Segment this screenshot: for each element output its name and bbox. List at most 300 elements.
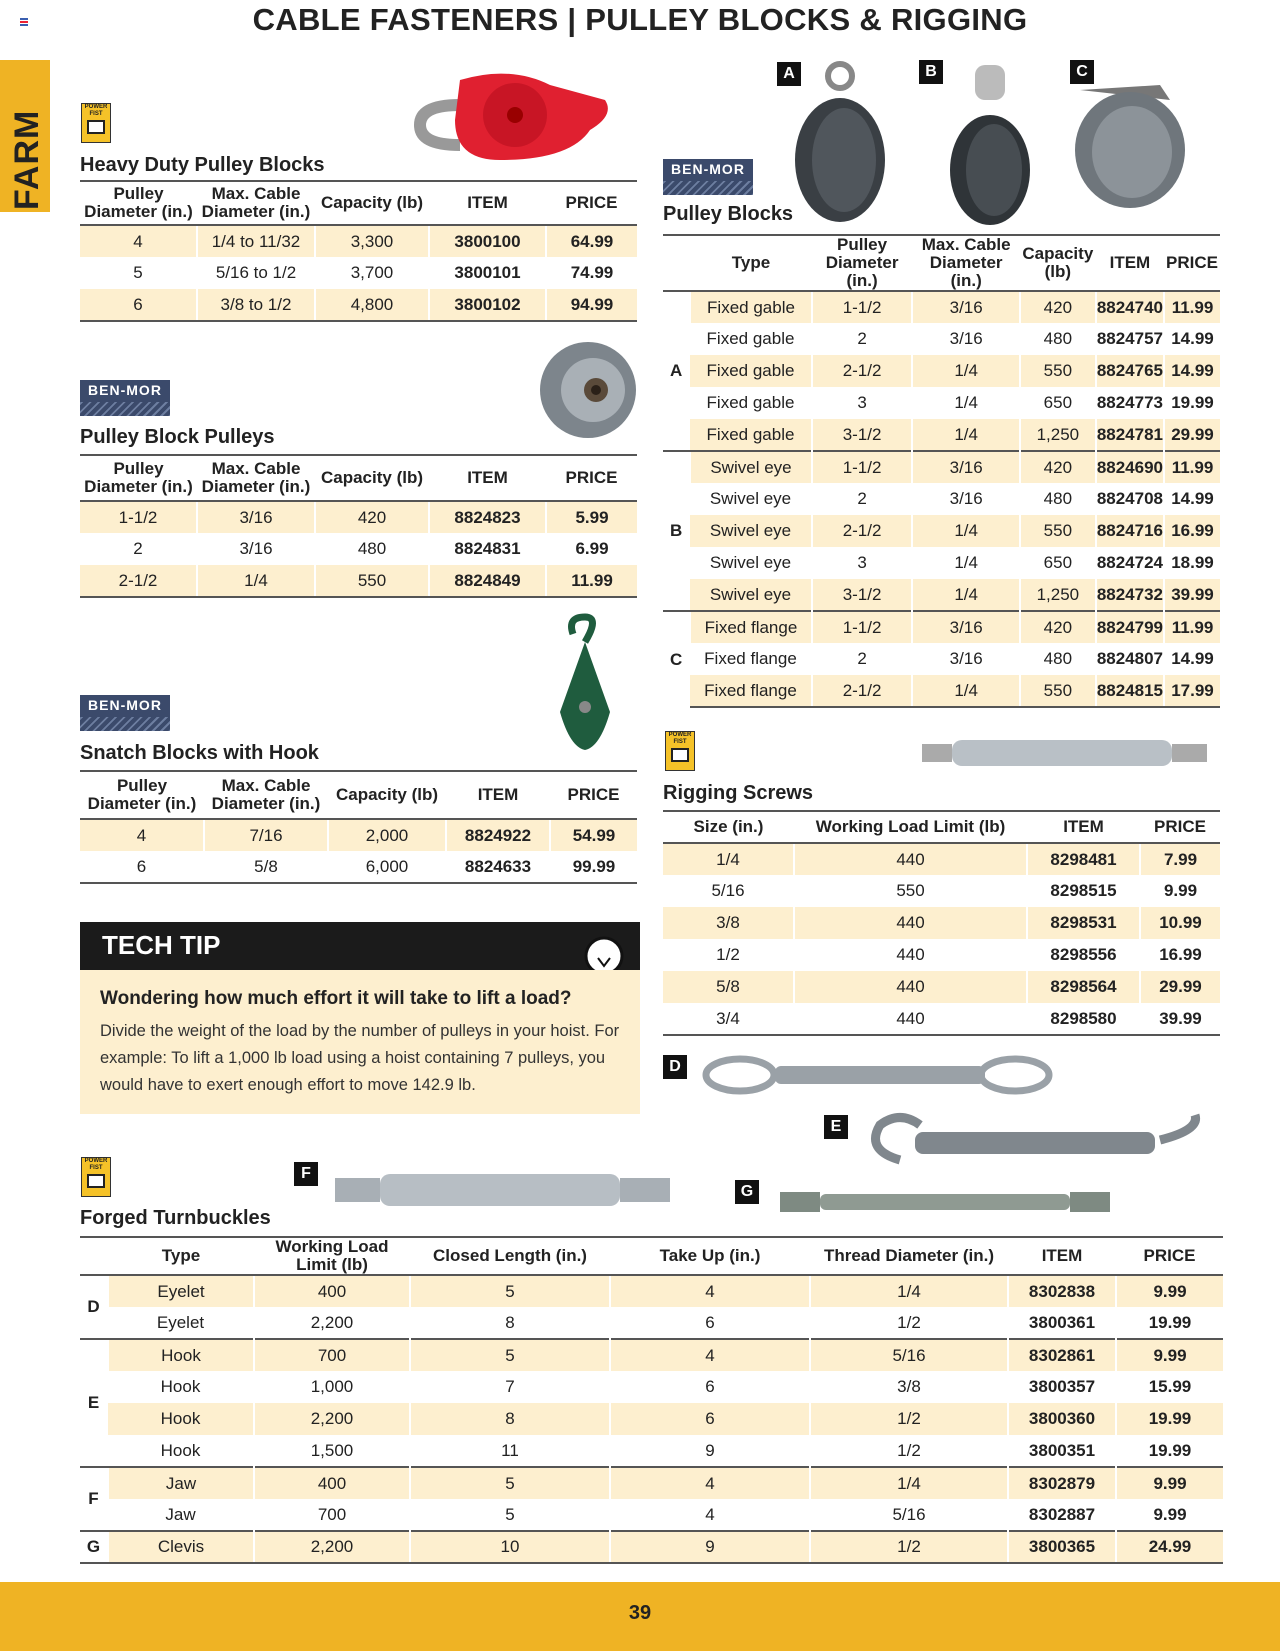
table-cell: 3800102 <box>429 289 546 321</box>
column-header: Size (in.) <box>663 811 794 843</box>
table-cell: Fixed flange <box>690 611 811 643</box>
table-row <box>80 289 637 321</box>
table-row <box>663 579 1220 611</box>
table-cell: 94.99 <box>546 289 637 321</box>
jaw-turnbuckle-image <box>330 1160 680 1220</box>
column-header: ITEM <box>429 181 546 225</box>
table-cell: 1/2 <box>810 1307 1008 1339</box>
column-header: Pulley Diameter (in.) <box>812 235 913 291</box>
table-row <box>80 1467 1223 1499</box>
page-number: 39 <box>628 1602 652 1624</box>
column-header-blank <box>663 235 690 291</box>
table-cell: 420 <box>1020 611 1096 643</box>
table-cell: 9.99 <box>1116 1467 1223 1499</box>
table-cell: 1/4 to 11/32 <box>197 225 315 257</box>
table-cell: 8302861 <box>1008 1339 1116 1371</box>
table-cell: 1/4 <box>912 515 1019 547</box>
table-cell: 1,000 <box>254 1371 410 1403</box>
table-cell: 440 <box>794 907 1027 939</box>
table-cell: 15.99 <box>1116 1371 1223 1403</box>
table-cell: 19.99 <box>1116 1435 1223 1467</box>
column-header: PRICE <box>1164 235 1220 291</box>
table-cell: 8824765 <box>1096 355 1164 387</box>
table-cell: 5 <box>410 1499 610 1531</box>
table-cell: Fixed gable <box>706 393 795 412</box>
table-cell: 14.99 <box>1164 643 1220 675</box>
table-row <box>663 323 1220 355</box>
table-cell: 1/4 <box>810 1275 1008 1307</box>
column-header: Capacity (lb) <box>315 181 429 225</box>
table-cell: 5/16 <box>810 1499 1008 1531</box>
table-cell: 9.99 <box>1140 875 1220 907</box>
table-cell: Swivel eye <box>709 489 792 508</box>
table-cell: 3,700 <box>315 257 429 289</box>
group-label: C <box>663 611 690 707</box>
table-cell: Jaw <box>108 1467 254 1499</box>
table-cell: 24.99 <box>1116 1531 1223 1563</box>
table-cell: 99.99 <box>550 851 637 883</box>
table-cell: Hook <box>160 1440 201 1460</box>
table-cell: Fixed gable <box>706 329 795 348</box>
hook-turnbuckle-image <box>860 1110 1215 1170</box>
heavy-duty-title: Heavy Duty Pulley Blocks <box>80 154 325 176</box>
image-label-b: B <box>919 60 943 84</box>
column-header: PRICE <box>550 771 637 819</box>
table-cell: Clevis <box>108 1531 254 1563</box>
table-row <box>663 547 1220 579</box>
table-row <box>80 1499 1223 1531</box>
pulley-wheel-image <box>538 340 638 440</box>
table-cell: 2,000 <box>328 819 446 851</box>
table-cell: 8824849 <box>429 565 546 597</box>
table-cell: Fixed flange <box>704 649 797 668</box>
table-cell: 550 <box>1020 675 1096 707</box>
table-cell: 6,000 <box>328 851 446 883</box>
turnbuckles-table <box>80 1236 1223 1564</box>
image-label-e: E <box>824 1115 848 1139</box>
power-fist-logo: POWER FIST <box>665 731 695 771</box>
table-cell: 3-1/2 <box>812 419 913 451</box>
table-cell: 11.99 <box>546 565 637 597</box>
table-cell: 7.99 <box>1140 843 1220 875</box>
table-cell: 3/8 <box>810 1371 1008 1403</box>
pulley-blocks-images <box>780 60 1200 225</box>
heavy-duty-table <box>80 180 637 322</box>
table-cell: 3/16 <box>912 643 1019 675</box>
table-cell: 54.99 <box>550 819 637 851</box>
table-cell: 6 <box>610 1371 810 1403</box>
table-cell: Hook <box>108 1339 254 1371</box>
table-cell: 5 <box>410 1339 610 1371</box>
table-cell: 2-1/2 <box>812 355 913 387</box>
table-cell: 7 <box>410 1371 610 1403</box>
table-cell: 3/16 <box>912 451 1019 483</box>
group-label: D <box>80 1275 108 1339</box>
table-cell: 480 <box>1020 483 1096 515</box>
ben-mor-logo: BEN-MOR <box>663 159 753 195</box>
table-cell: 8824831 <box>429 533 546 565</box>
table-cell: 3800361 <box>1008 1307 1116 1339</box>
table-cell: 8298580 <box>1027 1003 1140 1035</box>
column-header: Working Load Limit (lb) <box>254 1237 410 1275</box>
table-row <box>663 843 1220 875</box>
table-cell: 440 <box>794 1003 1027 1035</box>
group-label: A <box>663 291 690 451</box>
table-cell: 550 <box>794 875 1027 907</box>
column-header: ITEM <box>446 771 550 819</box>
table-row <box>663 291 1220 323</box>
table-cell: 400 <box>254 1275 410 1307</box>
column-header: Pulley Diameter (in.) <box>80 771 204 819</box>
table-row <box>80 1531 1223 1563</box>
table-row <box>663 875 1220 907</box>
table-row <box>663 939 1220 971</box>
table-row <box>663 515 1220 547</box>
column-header: Capacity (lb) <box>315 455 429 501</box>
table-cell: 3/8 <box>663 907 794 939</box>
table-cell: 8 <box>410 1403 610 1435</box>
table-cell: 8824716 <box>1096 515 1164 547</box>
table-cell: 9 <box>610 1435 810 1467</box>
table-cell: 440 <box>794 843 1027 875</box>
column-header: PRICE <box>1116 1237 1223 1275</box>
image-label-a: A <box>777 62 801 86</box>
table-cell: 14.99 <box>1164 323 1220 355</box>
table-cell: 6 <box>80 851 204 883</box>
power-fist-logo: POWER FIST <box>81 103 111 143</box>
table-cell: Fixed flange <box>690 675 811 707</box>
column-header: Take Up (in.) <box>610 1237 810 1275</box>
table-cell: 19.99 <box>1164 387 1220 419</box>
table-cell: 9.99 <box>1116 1339 1223 1371</box>
table-cell: 6 <box>80 289 197 321</box>
table-cell: 3/16 <box>197 501 315 533</box>
table-cell: 1/2 <box>810 1531 1008 1563</box>
table-cell: 5/16 <box>711 881 745 900</box>
table-cell: 3800360 <box>1008 1403 1116 1435</box>
table-cell: 700 <box>254 1499 410 1531</box>
table-cell: Fixed gable <box>690 355 811 387</box>
ben-mor-logo: BEN-MOR <box>80 695 170 731</box>
tech-tip-body <box>80 970 640 1114</box>
table-cell: 14.99 <box>1164 355 1220 387</box>
table-row <box>663 611 1220 643</box>
table-cell: 3/16 <box>912 291 1019 323</box>
group-label: F <box>80 1467 108 1531</box>
table-cell: 5/8 <box>663 971 794 1003</box>
table-cell: 1,250 <box>1020 419 1096 451</box>
table-cell: 3800351 <box>1008 1435 1116 1467</box>
table-cell: Hook <box>160 1377 201 1396</box>
table-row <box>80 565 637 597</box>
table-cell: Swivel eye <box>690 451 811 483</box>
table-cell: 8824922 <box>446 819 550 851</box>
rigging-screw-image <box>912 722 1217 782</box>
table-cell: 2 <box>812 643 913 675</box>
column-header: Pulley Diameter (in.) <box>80 181 197 225</box>
column-header: Capacity (lb) <box>1020 235 1096 291</box>
table-cell: 14.99 <box>1164 483 1220 515</box>
table-cell: 3/16 <box>912 323 1019 355</box>
table-cell: 4 <box>80 819 204 851</box>
table-cell: 3/16 <box>912 611 1019 643</box>
table-cell: 4 <box>80 225 197 257</box>
table-cell: 1/4 <box>912 675 1019 707</box>
table-cell: Eyelet <box>108 1275 254 1307</box>
table-cell: 1/4 <box>912 579 1019 611</box>
power-fist-logo: POWER FIST <box>81 1157 111 1197</box>
table-cell: 6 <box>610 1403 810 1435</box>
table-cell: 6.99 <box>546 533 637 565</box>
table-cell: 74.99 <box>546 257 637 289</box>
table-cell: 3/4 <box>663 1003 794 1035</box>
tech-tip-text: Divide the weight of the load by the number of pulleys in your hoist. For example: To lift a 1,000 lb load using a hoist containing 7 pulleys, you would have to exert enough effort to move 142.9 lb. <box>100 1022 620 1094</box>
table-cell: 17.99 <box>1164 675 1220 707</box>
table-cell: 8824815 <box>1096 675 1164 707</box>
table-cell: 2,200 <box>254 1531 410 1563</box>
table-cell: 400 <box>254 1467 410 1499</box>
table-cell: 8298564 <box>1027 971 1140 1003</box>
table-cell: 420 <box>1020 451 1096 483</box>
table-cell: 8824799 <box>1096 611 1164 643</box>
table-cell: 8302838 <box>1008 1275 1116 1307</box>
table-row <box>80 1435 1223 1467</box>
table-cell: 3 <box>812 387 913 419</box>
group-label: B <box>663 451 690 611</box>
table-cell: 4 <box>610 1467 810 1499</box>
column-header-blank <box>80 1237 108 1275</box>
table-row <box>80 533 637 565</box>
table-cell: 700 <box>254 1339 410 1371</box>
table-cell: 5/16 <box>810 1339 1008 1371</box>
group-label: E <box>80 1339 108 1467</box>
table-cell: 8824773 <box>1096 387 1164 419</box>
table-cell: 8824633 <box>446 851 550 883</box>
table-cell: Fixed gable <box>690 291 811 323</box>
table-cell: 4 <box>610 1499 810 1531</box>
table-cell: Eyelet <box>156 1312 205 1332</box>
table-cell: 650 <box>1020 547 1096 579</box>
image-label-c: C <box>1070 60 1094 84</box>
column-header: Capacity (lb) <box>328 771 446 819</box>
table-cell: 5 <box>410 1467 610 1499</box>
table-cell: 8824690 <box>1096 451 1164 483</box>
table-cell: 480 <box>315 533 429 565</box>
table-cell: Swivel eye <box>690 579 811 611</box>
table-cell: 5/8 <box>204 851 328 883</box>
table-cell: 9 <box>610 1531 810 1563</box>
footer-bar <box>0 1582 1280 1651</box>
table-cell: 1,250 <box>1020 579 1096 611</box>
table-cell: 420 <box>315 501 429 533</box>
column-header: PRICE <box>1140 811 1220 843</box>
table-cell: 1,500 <box>254 1435 410 1467</box>
snatch-title: Snatch Blocks with Hook <box>80 742 319 764</box>
table-cell: 1/2 <box>810 1403 1008 1435</box>
snatch-block-image <box>555 612 615 752</box>
block-pulleys-table <box>80 454 637 598</box>
table-row <box>80 1403 1223 1435</box>
table-cell: 3800101 <box>429 257 546 289</box>
table-cell: 7/16 <box>204 819 328 851</box>
table-cell: 550 <box>315 565 429 597</box>
pulley-blocks-title: Pulley Blocks <box>663 203 794 225</box>
table-cell: 480 <box>1020 643 1096 675</box>
table-cell: 2 <box>812 323 913 355</box>
table-cell: 1/4 <box>663 843 794 875</box>
clevis-turnbuckle-image <box>775 1178 1120 1226</box>
column-header: Type <box>108 1237 254 1275</box>
heavy-duty-pulley-image <box>400 60 625 170</box>
table-row <box>80 819 637 851</box>
table-cell: 16.99 <box>1164 515 1220 547</box>
table-cell: 1/2 <box>810 1435 1008 1467</box>
tech-tip-header <box>80 922 640 970</box>
table-cell: 29.99 <box>1140 971 1220 1003</box>
table-cell: Fixed gable <box>690 419 811 451</box>
table-cell: 3800365 <box>1008 1531 1116 1563</box>
table-cell: 8302887 <box>1008 1499 1116 1531</box>
table-cell: 11.99 <box>1164 291 1220 323</box>
table-cell: 29.99 <box>1164 419 1220 451</box>
table-cell: 19.99 <box>1116 1403 1223 1435</box>
table-cell: 5/16 to 1/2 <box>197 257 315 289</box>
table-row <box>80 1275 1223 1307</box>
table-cell: 5.99 <box>546 501 637 533</box>
table-row <box>663 907 1220 939</box>
table-cell: 2 <box>812 483 913 515</box>
rigging-title: Rigging Screws <box>663 782 814 804</box>
column-header: Max. Cable Diameter (in.) <box>197 181 315 225</box>
table-cell: 39.99 <box>1140 1003 1220 1035</box>
table-cell: 8298515 <box>1027 875 1140 907</box>
table-row <box>663 387 1220 419</box>
table-cell: 64.99 <box>546 225 637 257</box>
table-row <box>663 451 1220 483</box>
table-cell: 8824757 <box>1096 323 1164 355</box>
table-cell: 11.99 <box>1164 611 1220 643</box>
table-cell: 4 <box>610 1275 810 1307</box>
table-cell: 550 <box>1020 355 1096 387</box>
table-cell: 11 <box>410 1435 610 1467</box>
table-cell: 550 <box>1020 515 1096 547</box>
table-cell: 2-1/2 <box>812 675 913 707</box>
table-row <box>663 1003 1220 1035</box>
table-row <box>663 643 1220 675</box>
table-cell: 1-1/2 <box>812 611 913 643</box>
eyelet-turnbuckle-image <box>700 1050 1060 1100</box>
column-header: Max. Cable Diameter (in.) <box>197 455 315 501</box>
table-cell: 10.99 <box>1140 907 1220 939</box>
table-cell: 1/4 <box>912 387 1019 419</box>
table-cell: Swivel eye <box>690 515 811 547</box>
ben-mor-logo: BEN-MOR <box>80 380 170 416</box>
table-cell: 8824807 <box>1096 643 1164 675</box>
column-header: Closed Length (in.) <box>410 1237 610 1275</box>
table-cell: 3 <box>812 547 913 579</box>
table-cell: 1/4 <box>912 355 1019 387</box>
table-cell: 8298531 <box>1027 907 1140 939</box>
table-cell: 2,200 <box>254 1403 410 1435</box>
block-pulleys-title: Pulley Block Pulleys <box>80 426 275 448</box>
table-row <box>80 1371 1223 1403</box>
table-cell: 8824724 <box>1096 547 1164 579</box>
column-header: Pulley Diameter (in.) <box>80 455 197 501</box>
column-header: Thread Diameter (in.) <box>810 1237 1008 1275</box>
image-label-d: D <box>663 1055 687 1079</box>
table-cell: 2 <box>133 539 143 558</box>
table-cell: 9.99 <box>1116 1499 1223 1531</box>
table-cell: 1-1/2 <box>812 291 913 323</box>
table-row <box>80 225 637 257</box>
table-row <box>663 419 1220 451</box>
table-cell: Jaw <box>165 1504 196 1524</box>
table-cell: 440 <box>794 971 1027 1003</box>
table-cell: 1/4 <box>912 547 1019 579</box>
table-cell: 3/16 <box>197 533 315 565</box>
column-header: Working Load Limit (lb) <box>794 811 1027 843</box>
table-cell: 480 <box>1020 323 1096 355</box>
column-header: ITEM <box>1027 811 1140 843</box>
column-header: Max. Cable Diameter (in.) <box>204 771 328 819</box>
table-cell: 2-1/2 <box>812 515 913 547</box>
table-cell: 10 <box>410 1531 610 1563</box>
table-cell: 2,200 <box>254 1307 410 1339</box>
table-cell: 5 <box>410 1275 610 1307</box>
table-cell: 4 <box>610 1339 810 1371</box>
table-cell: 18.99 <box>1164 547 1220 579</box>
table-row <box>80 501 637 533</box>
column-header: Type <box>690 235 811 291</box>
table-cell: 11.99 <box>1164 451 1220 483</box>
table-cell: 4,800 <box>315 289 429 321</box>
column-header: Max. Cable Diameter (in.) <box>912 235 1019 291</box>
table-row <box>80 257 637 289</box>
table-cell: 440 <box>794 939 1027 971</box>
table-cell: 39.99 <box>1164 579 1220 611</box>
table-cell: 1/4 <box>197 565 315 597</box>
table-cell: 1/4 <box>810 1467 1008 1499</box>
table-cell: 420 <box>1020 291 1096 323</box>
table-cell: 8824740 <box>1096 291 1164 323</box>
snatch-table <box>80 770 637 884</box>
table-cell: Hook <box>108 1403 254 1435</box>
column-header: ITEM <box>1096 235 1164 291</box>
table-cell: 2-1/2 <box>80 565 197 597</box>
table-cell: 3/16 <box>912 483 1019 515</box>
table-cell: 8298481 <box>1027 843 1140 875</box>
table-cell: 650 <box>1020 387 1096 419</box>
table-cell: 3800357 <box>1008 1371 1116 1403</box>
table-row <box>663 675 1220 707</box>
table-cell: 1/2 <box>716 945 740 964</box>
column-header: ITEM <box>429 455 546 501</box>
table-cell: 8 <box>410 1307 610 1339</box>
farm-tab-label: FARM <box>8 109 46 210</box>
rigging-table <box>663 810 1220 1036</box>
table-cell: 8824732 <box>1096 579 1164 611</box>
farm-side-tab[interactable] <box>0 60 50 212</box>
pulley-blocks-table <box>663 234 1220 708</box>
table-cell: 8302879 <box>1008 1467 1116 1499</box>
table-cell: 3800100 <box>429 225 546 257</box>
image-label-f: F <box>294 1162 318 1186</box>
table-cell: 3-1/2 <box>812 579 913 611</box>
group-label: G <box>80 1531 108 1563</box>
table-row <box>663 971 1220 1003</box>
table-row <box>80 1307 1223 1339</box>
table-cell: 8824708 <box>1096 483 1164 515</box>
